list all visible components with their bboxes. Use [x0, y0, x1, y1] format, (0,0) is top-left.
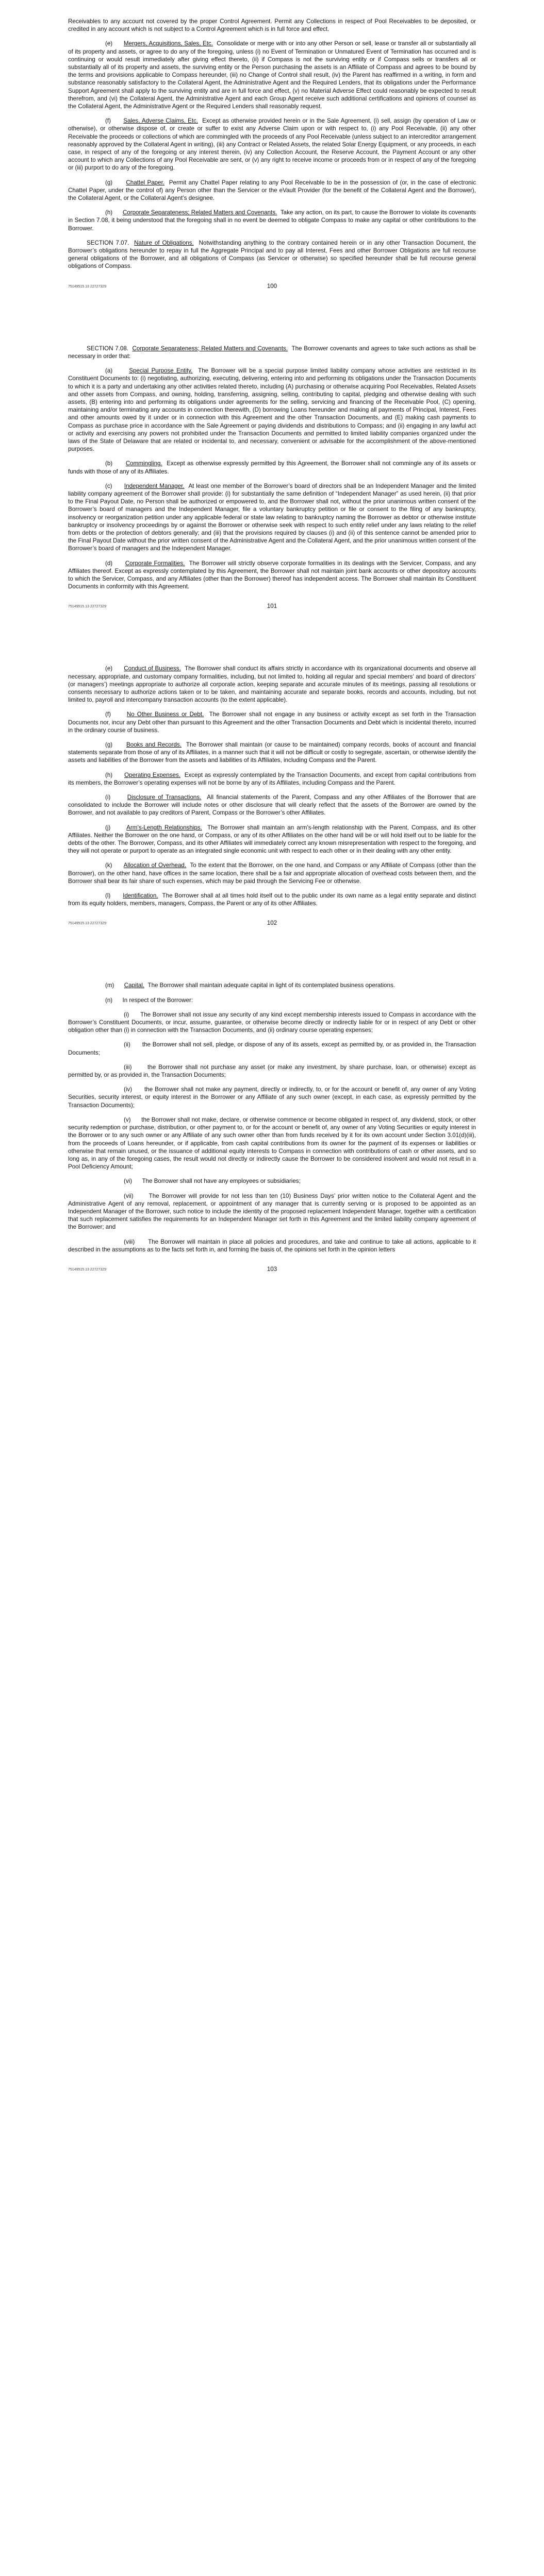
- paragraph: (iii) the Borrower shall not purchase any asset (or make any investment, by share purchase, loan, or otherwise) except as permitted by, or as provided in, the Transaction Documents;: [68, 1063, 476, 1079]
- page-101: [0, 345, 544, 616]
- page-footer: [68, 600, 476, 615]
- document-id: 75149515.13 22727329: [68, 922, 106, 926]
- page-footer: [68, 1263, 476, 1278]
- paragraph: (j) Arm’s-Length Relationships. The Borrower shall maintain an arm’s-length relationship with the Parent, Compass, and its other Affiliates. Neither the Borrower on the one hand, or Compass, or any of its other Affiliates on the other hand will be or will hold itself out to be liable for the debts of the other. The Borrower, Compass, and its other Affiliates will immediately correct any known misrepresentation with respect to the foregoing, and they will not operate or purport to operate as an integrated single economic unit with respect to each other or in their dealing with any other entity.: [68, 824, 476, 855]
- document-id: 75149515.13 22727329: [68, 284, 106, 289]
- paragraph: Receivables to any account not covered by the proper Control Agreement. Permit any Collections in respect of Pool Receivables to be deposited, or credited in any account which is not subject to a Control Agreement which is in full force and effect.: [68, 18, 476, 33]
- paragraph: (vi) The Borrower shall not have any employees or subsidiaries;: [124, 1178, 301, 1185]
- paragraph: (m) Capital. The Borrower shall maintain adequate capital in light of its contemplated business operations.: [105, 982, 395, 989]
- paragraph: (i) Disclosure of Transactions. All financial statements of the Parent, Compass and any other Affiliates of the Borrower that are consolidated to include the Borrower will include notes or other disclosure that will clearly reflect that the assets of the Borrower are owned by the Borrower, and not available to pay creditors of Parent, Compass or the Borrower’s other Affiliates.: [68, 794, 476, 817]
- paragraph: SECTION 7.08. Corporate Separateness; Related Matters and Covenants. The Borrower covenants and agrees to take such actions as shall be necessary in order that:: [68, 345, 476, 360]
- paragraph: (g) Books and Records. The Borrower shall maintain (or cause to be maintained) company records, books of account and financial statements separate from those of any of its Affiliates, in a manner such that it will not be difficult or costly to segregate, ascertain, or otherwise identify the assets and liabilities of the Borrower from the assets and liabilities of its Affiliates, including Compass and the Parent.: [68, 741, 476, 764]
- paragraph: (b) Commingling. Except as otherwise expressly permitted by this Agreement, the Borrower shall not commingle any of its assets or funds with those of any of its Affiliates.: [68, 460, 476, 475]
- page-break: [0, 295, 544, 345]
- paragraph: (ii) the Borrower shall not sell, pledge, or dispose of any of its assets, except as permitted by, or as provided in, the Transaction Documents;: [68, 1041, 476, 1056]
- paragraph: (f) Sales, Adverse Claims, Etc. Except as otherwise provided herein or in the Sale Agreement, (i) sell, assign (by operation of Law or otherwise), or otherwise dispose of, or create or suffer to exist any Adverse Claim upon or with respect to, (i) any Pool Receivable, (ii) any other Receivable the proceeds or collections of which are commingled with the proceeds of any Pool Receivable (unless subject to an intercreditor arrangement reasonably approved by the Collateral Agent in writing), (iii) any Contract or Related Assets, the related Solar Energy Equipment, or any proceeds, in each case, in respect of any of the foregoing or any interest therein, (iv) any Collection Account, the Reserve Account, the Payment Account or any other account to which any Collections of any Pool Receivable are sent, or (v) any right to receive income or proceeds from or in respect of any of the foregoing or (iii) purport to do any of the foregoing.: [68, 117, 476, 172]
- page-number: 101: [267, 603, 277, 610]
- page-footer: [68, 917, 476, 932]
- paragraph: (d) Corporate Formalities. The Borrower will strictly observe corporate formalities in its dealings with the Servicer, Compass, and any Affiliates thereof. Except as expressly contemplated by this Agreement, the Borrower shall not maintain joint bank accounts or other depository accounts to which the Servicer, Compass, and any Affiliates (other than the Borrower) thereof has independent access. The Borrower shall maintain its Constituent Documents in conformity with this Agreement.: [68, 560, 476, 590]
- paragraph: (i) The Borrower shall not issue any security of any kind except membership interests issued to Compass in accordance with the Borrower’s Constituent Documents, or incur, assume, guarantee, or otherwise become directly or indirectly liable for or in respect of any Debt or other obligation other than (i) in connection with the Transaction Documents, and (ii) ordinary course operating expenses;: [68, 1011, 476, 1034]
- page-103: [0, 981, 544, 1278]
- paragraph: (f) No Other Business or Debt. The Borrower shall not engage in any business or activity except as set forth in the Transaction Documents nor, incur any Debt other than pursuant to this Agreement and the other Transaction Documents and Debt which is incidental thereto, incurred in the ordinary course of business.: [68, 711, 476, 734]
- paragraph: (e) Mergers, Acquisitions, Sales, Etc. Consolidate or merge with or into any other Person or sell, lease or transfer all or substantially all of its property and assets, or agree to do any of the foregoing, unless (i) no Event of Termination or Unmatured Event of Termination has occurred and is continuing or would result immediately after giving effect thereto, (ii) if Compass is not the surviving entity or if Compass sells or transfers all or substantially all of its property and assets, the surviving entity or the Person purchasing the assets is an Affiliate of Compass and agrees to be bound by the terms and provisions applicable to Compass hereunder, (iii) no Change of Control shall result, (iv) the Parent has reaffirmed in a writing, in form and substance reasonably satisfactory to the Collateral Agent, the Administrative Agent and the Required Lenders, that its obligations under the Performance Support Agreement shall apply to the surviving entity and are in full force and effect, (v) no Material Adverse Effect could reasonably be expected to result therefrom, and (vi) the Collateral Agent, the Administrative Agent and each Group Agent receive such additional certifications and opinions of counsel as the Collateral Agent, the Administrative Agent or the Required Lenders shall reasonably request.: [68, 40, 476, 110]
- paragraph: (g) Chattel Paper. Permit any Chattel Paper relating to any Pool Receivable to be in the possession of (or, in the case of electronic Chattel Paper, under the control of) any Person other than the Servicer or the eVault Provider (for the benefit of the Collateral Agent and the Borrower), the Collateral Agent, or the Collateral Agent’s designee.: [68, 179, 476, 202]
- document: [0, 0, 544, 1278]
- paragraph: (l) Identification. The Borrower shall at all times hold itself out to the public under its own name as a legal entity separate and distinct from its equity holders, members, managers, Compass, the Parent or any of its other Affiliates.: [68, 892, 476, 907]
- paragraph: (iv) the Borrower shall not make any payment, directly or indirectly, to, or for the account or benefit of, any owner of any Voting Securities, security interest, or equity interest in the Borrower or any Affiliate of any such owner (except, in each case, as expressly permitted by the Transaction Documents);: [68, 1086, 476, 1109]
- page-number: 100: [267, 282, 277, 290]
- page-100: [0, 0, 544, 295]
- paragraph: (a) Special Purpose Entity. The Borrower will be a special purpose limited liability company whose activities are restricted in its Constituent Documents to: (i) negotiating, authorizing, executing, delivering, entering into and performing its obligations under the Transaction Documents to which it is a party and undertaking any other activities related thereto, including (A) purchasing or otherwise acquiring Pool Receivables, Related Assets and other assets from Compass, and owning, holding, transferring, assigning, selling, contributing to capital, pledging and otherwise dealing with such assets, (B) entering into and performing its obligations under agreements for the selling, servicing and financing of the Receivable Pool, (C) opening, maintaining and/or terminating any accounts in connection therewith, (D) borrowing Loans hereunder and making all payments of Principal, Interest, Fees and other amounts owed by it under or in connection with this Agreement and the other Transaction Documents, and (E) making cash payments to Compass as purchase price in accordance with the Sale Agreement or paying dividends and distributions to Compass; and (ii) engaging in any lawful act or activity and exercising any powers not prohibited under the Transaction Documents and permitted to limited liability companies organized under the laws of the State of Delaware that are related or incidental to, and necessary, convenient or advisable for the accomplishment of the above-mentioned purposes.: [68, 367, 476, 453]
- paragraph: (e) Conduct of Business. The Borrower shall conduct its affairs strictly in accordance with its organizational documents and observe all necessary, appropriate, and customary company formalities, including, but not limited to, holding all regular and special members’ and board of directors’ (or managers’) meetings appropriate to authorize all corporate action, keeping separate and accurate minutes of its meetings, passing all resolutions or consents necessary to authorize actions taken or to be taken, and maintaining accurate and separate books, records and accounts, including, but not limited to, payroll and intercompany transaction accounts (to the extent applicable).: [68, 665, 476, 704]
- paragraph: (h) Corporate Separateness; Related Matters and Covenants. Take any action, on its part, to cause the Borrower to violate its covenants in Section 7.08, it being understood that the foregoing shall in no event be deemed to obligate Compass to make any capital or other contributions to the Borrower.: [68, 209, 476, 232]
- document-id: 75149515.13 22727329: [68, 1267, 106, 1272]
- paragraph: (h) Operating Expenses. Except as expressly contemplated by the Transaction Documents, and except from capital contributions from its members, the Borrower’s operating expenses will not be borne by any of its Affiliates, including Compass and the Parent.: [68, 771, 476, 786]
- document-id: 75149515.13 22727329: [68, 605, 106, 609]
- paragraph: (vii) The Borrower will provide for not less than ten (10) Business Days’ prior written notice to the Collateral Agent and the Administrative Agent of any removal, replacement, or appointment of any manager that is currently serving or is proposed to be appointed as an Independent Manager of the Borrower, such notice to include the identity of the proposed replacement Independent Manager, together with a certification that such replacement satisfies the requirements for an Independent Manager set forth in this Agreement and the limited liability company agreement of the Borrower; and: [68, 1192, 476, 1231]
- page-number: 103: [267, 1265, 277, 1273]
- page-footer: [68, 280, 476, 295]
- page-102: [0, 665, 544, 932]
- paragraph: (n) In respect of the Borrower:: [105, 996, 193, 1004]
- page-number: 102: [267, 920, 277, 927]
- page-break: [0, 615, 544, 665]
- paragraph: SECTION 7.07. Nature of Obligations. Notwithstanding anything to the contrary contained herein or in any other Transaction Document, the Borrower’s obligations hereunder to repay in full the Aggregate Principal and to pay all Interest, Fees and other Borrower Obligations are full recourse general obligations of the Borrower, and all obligations of Compass (as Servicer or otherwise) so specified hereunder shall be full recourse general obligations of Compass.: [68, 239, 476, 270]
- paragraph: (v) the Borrower shall not make, declare, or otherwise commence or become obligated in respect of, any dividend, stock, or other security redemption or purchase, distribution, or other payment to, or for the account or benefit of, any owner of any Voting Securities or equity interest in the Borrower or to any such owner or any Affiliate of any such owner other than from funds received by it for its own account under Section 3.01(d)(iii), from the proceeds of Loans hereunder, or if applicable, from cash capital contributions from its owner for the payment of its expenses or liabilities or otherwise that remain unused, or the issuance of additional equity interests to Compass in connection with contributions of cash or other assets, and so long as, in any of the foregoing cases, the result would not directly or indirectly cause the Borrower to be considered insolvent and would not result in a Pool Deficiency Amount;: [68, 1116, 476, 1171]
- paragraph: (c) Independent Manager. At least one member of the Borrower’s board of directors shall be an Independent Manager and the limited liability company agreement of the Borrower shall provide: (i) for substantially the same definition of “Independent Manager” as used herein, (ii) that prior to the Final Payout Date, no Person shall be authorized or empowered to, and the Borrower shall not, without the prior unanimous written consent of the Borrower’s board of managers and the Independent Manager, file a voluntary bankruptcy petition or file or consent to the filing of any bankruptcy, insolvency or reorganization petition under any applicable federal or state law relating to bankruptcy naming the Borrower as debtor or otherwise institute bankruptcy or insolvency proceedings by or against the Borrower or otherwise seek with respect to such entity relief under any laws relating to the relief from debts or the protection of debtors generally; and (iii) that the provisions required by clauses (i) and (ii) of this sentence cannot be amended prior to the Final Payout Date without the prior written consent of the Administrative Agent and the Collateral Agent, and the prior unanimous written consent of the Borrower’s board of managers and the Independent Manager.: [68, 482, 476, 552]
- paragraph: (viii) The Borrower will maintain in place all policies and procedures, and take and continue to take all actions, applicable to it described in the assumptions as to the facts set forth in, and forming the basis of, the opinions set forth in the opinion letters: [68, 1238, 476, 1253]
- page-break: [0, 932, 544, 981]
- paragraph: (k) Allocation of Overhead. To the extent that the Borrower, on the one hand, and Compass or any Affiliate of Compass (other than the Borrower), on the other hand, have offices in the same location, there shall be a fair and appropriate allocation of overhead costs between them, and the Borrower shall bear its fair share of such expenses, which may be paid through the Servicing Fee or otherwise.: [68, 862, 476, 885]
